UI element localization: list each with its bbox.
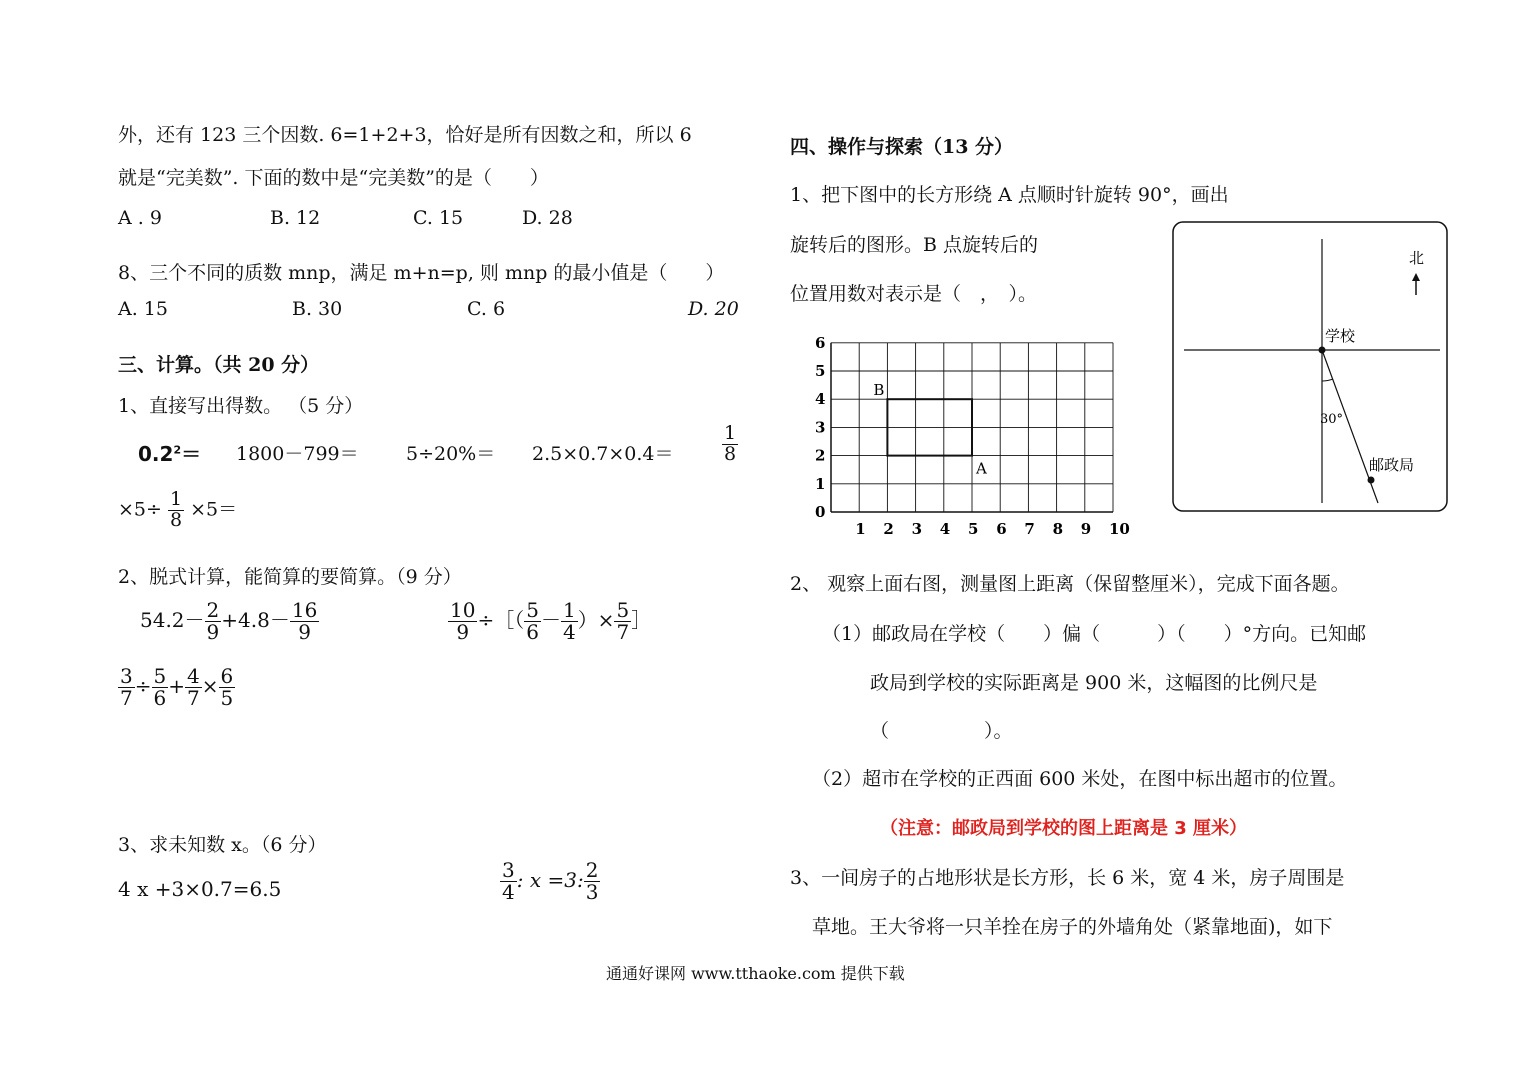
q2-stem: 2、 观察上面右图，测量图上距离（保留整厘米），完成下面各题。: [790, 573, 1350, 595]
school-label: 学校: [1325, 327, 1356, 345]
intro-line-1: 外，还有 123 三个因数. 6=1+2+3，恰好是所有因数之和，所以 6: [118, 124, 692, 146]
section-3-title: 三、计算。（共 20 分）: [118, 354, 320, 376]
expr-2.5x0.7x0.4: 2.5×0.7×0.4＝: [532, 443, 674, 465]
expr-1800-minus-799: 1800－799＝: [236, 443, 359, 465]
q2-2: （2）超市在学校的正西面 600 米处，在图中标出超市的位置。: [812, 768, 1348, 790]
direction-map: [1172, 221, 1450, 514]
coordinate-grid: [805, 330, 1135, 545]
q8-option-b: B. 30: [292, 298, 343, 320]
expr-5-div-20pct: 5÷20%＝: [406, 443, 496, 465]
calc-expression-2: $\frac{10}{9}$ ÷［（ $\frac{5}{6}$ － $\frac{1}{4}$ ）× $\frac{5}{7}$ ］: [450, 598, 652, 644]
grid-y-ticks: [815, 334, 825, 521]
angle-label: 30°: [1320, 412, 1344, 427]
x-tick-label: 2: [883, 520, 894, 538]
x-tick-label: 5: [968, 520, 979, 538]
q1-line-1: 1、把下图中的长方形绕 A 点顺时针旋转 90°，画出: [790, 184, 1229, 206]
y-tick-label: 0: [815, 503, 826, 521]
point-a-label: A: [976, 459, 987, 478]
equation-1: 4 x +3×0.7=6.5: [118, 877, 282, 901]
red-note: （注意：邮政局到学校的图上距离是 3 厘米）: [880, 818, 1248, 839]
q8-option-c: C. 6: [467, 298, 506, 320]
q1-line-2: 旋转后的图形。B 点旋转后的: [790, 234, 1039, 256]
north-label: 北: [1409, 249, 1425, 267]
school-point: [1319, 347, 1326, 354]
y-tick-label: 2: [815, 446, 826, 465]
y-tick-label: 6: [815, 333, 826, 352]
sub2-title: 2、脱式计算，能简算的要简算。（9 分）: [118, 566, 462, 588]
x-tick-label: 4: [939, 520, 951, 538]
expr-0.2-squared: $0.2^2=$: [138, 442, 202, 466]
x-tick-label: 9: [1080, 520, 1092, 538]
q7-option-a: A . 9: [118, 207, 162, 229]
y-tick-label: 5: [815, 362, 826, 380]
grid-x-ticks: [855, 520, 1130, 538]
q7-option-b: B. 12: [270, 207, 321, 229]
section-4-title: 四、操作与探索（13 分）: [790, 136, 1014, 158]
expr-times5-div-1-8: ×5÷ $\frac{1}{8}$ ×5＝: [118, 488, 238, 531]
angle-arc: [1322, 379, 1333, 381]
q8-option-a: A. 15: [118, 298, 168, 320]
q3-line-2: 草地。王大爷将一只羊拴在房子的外墙角处（紧靠地面)，如下: [812, 916, 1333, 938]
equation-2: $\frac{3}{4}$ : x =3: $\frac{2}{3}$: [502, 858, 599, 904]
q7-option-c: C. 15: [413, 207, 464, 229]
north-arrowhead-icon: [1412, 273, 1420, 281]
y-tick-label: 3: [815, 418, 826, 437]
q8-option-d: D. 20: [688, 298, 739, 320]
q2-1-line-2: 政局到学校的实际距离是 900 米，这幅图的比例尺是: [870, 672, 1318, 694]
q7-option-d: D. 28: [522, 207, 573, 229]
y-tick-label: 4: [815, 390, 826, 409]
q8-stem: 8、三个不同的质数 mnp，满足 m+n=p, 则 mnp 的最小值是（ ）: [118, 262, 725, 284]
x-tick-label: 1: [855, 520, 866, 538]
q2-1-line-3: （ ）。: [870, 720, 1013, 742]
sub1-title: 1、直接写出得数。 （5 分）: [118, 395, 364, 417]
x-tick-label: 6: [996, 520, 1007, 538]
sub3-title: 3、求未知数 x。（6 分）: [118, 834, 327, 856]
q2-1-line-1: （1）邮政局在学校（ ）偏（ ）（ ）°方向。已知邮: [822, 623, 1367, 645]
point-b-label: B: [873, 381, 885, 400]
q1-line-3: 位置用数对表示是（ ， ）。: [790, 283, 1038, 305]
footer-text: 通通好课网 www.tthaoke.com 提供下载: [606, 964, 905, 983]
x-tick-label: 10: [1109, 520, 1130, 538]
post-office-label: 邮政局: [1369, 456, 1415, 474]
fraction-1-8: $\frac{1}{8}$: [724, 422, 737, 465]
calc-expression-3: $\frac{3}{7}$ ÷ $\frac{5}{6}$ + $\frac{4}{7}$ × $\frac{6}{5}$: [120, 664, 234, 710]
post-office-point: [1368, 477, 1375, 484]
x-tick-label: 7: [1024, 520, 1035, 538]
x-tick-label: 8: [1052, 520, 1064, 538]
q3-line-1: 3、一间房子的占地形状是长方形，长 6 米，宽 4 米，房子周围是: [790, 867, 1345, 889]
y-tick-label: 1: [815, 474, 826, 493]
calc-expression-1: 54.2－ $\frac{2}{9}$ +4.8－ $\frac{16}{9}$: [140, 598, 318, 644]
intro-line-2: 就是“完美数”. 下面的数中是“完美数”的是（ ）: [118, 167, 549, 189]
x-tick-label: 3: [911, 520, 923, 538]
